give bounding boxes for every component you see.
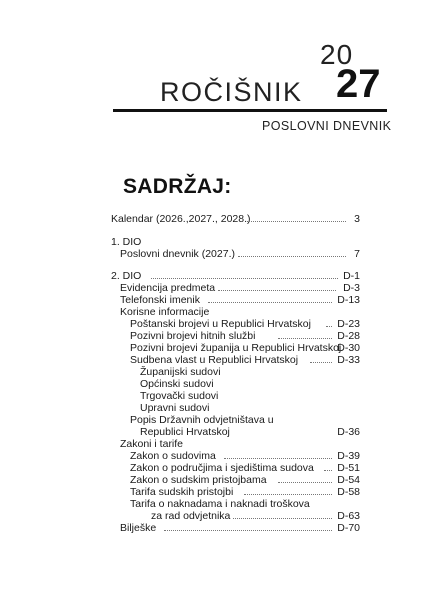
toc-entry-label: Županijski sudovi <box>140 366 221 378</box>
toc-entry-page: D-54 <box>337 474 360 486</box>
toc-entry-label: Poštanski brojevi u Republici Hrvatskoj <box>130 318 311 330</box>
dot-leader <box>278 338 332 339</box>
toc-entry-label: Popis Državnih odvjetništava u <box>130 414 274 426</box>
toc-entry-label: Zakon o sudovima <box>130 450 216 462</box>
toc-entry-label: Kalendar (2026.,2027., 2028.) <box>111 213 251 225</box>
dot-leader <box>218 290 336 291</box>
dot-leader <box>248 434 332 435</box>
toc-entry-page: D-28 <box>337 330 360 342</box>
toc-entry-label: Pozivni brojevi županija u Republici Hrvatskoj <box>130 342 342 354</box>
toc-entry-page: D-23 <box>337 318 360 330</box>
dot-leader <box>278 482 332 483</box>
toc-entry-label: Tarifa sudskih pristojbi <box>130 486 234 498</box>
toc-entry-page: 7 <box>354 248 360 260</box>
dot-leader <box>310 362 332 363</box>
toc-entry-label: Općinski sudovi <box>140 378 214 390</box>
dot-leader <box>224 458 332 459</box>
toc-entry-notes[interactable] <box>120 522 360 535</box>
toc-entry-label: Zakon o sudskim pristojbama <box>130 474 267 486</box>
toc-entry-label: Zakon o područjima i sjedištima sudova <box>130 462 314 474</box>
dot-leader <box>151 278 338 279</box>
toc-entry-page: D-51 <box>337 462 360 474</box>
toc-entry-label: Pozivni brojevi hitnih službi <box>130 330 256 342</box>
toc-entry-label: Korisne informacije <box>120 306 210 318</box>
toc-entry-page: D-63 <box>337 510 360 522</box>
toc-entry-business-diary[interactable] <box>120 248 360 261</box>
toc-entry-label: Poslovni dnevnik (2027.) <box>120 248 235 260</box>
toc-entry-page: D-33 <box>337 354 360 366</box>
toc-entry-label: Telefonski imenik <box>120 294 200 306</box>
toc-entry-page: D-39 <box>337 450 360 462</box>
dot-leader <box>164 530 332 531</box>
diary-subtitle: POSLOVNI DNEVNIK <box>262 119 392 133</box>
toc-entry-page: D-30 <box>337 342 360 354</box>
toc-entry-label: Republici Hrvatskoj <box>140 426 230 438</box>
dot-leader <box>324 470 332 471</box>
dot-leader <box>247 221 346 222</box>
toc-entry-label: Sudbena vlast u Republici Hrvatskoj <box>130 354 299 366</box>
toc-entry-calendar[interactable] <box>111 213 360 226</box>
dot-leader <box>233 518 332 519</box>
toc-entry-page: D-58 <box>337 486 360 498</box>
toc-entry-page: D-1 <box>343 270 360 282</box>
toc-entry-page: 3 <box>354 213 360 225</box>
dot-leader <box>244 494 332 495</box>
toc-entry-label: za rad odvjetnika <box>151 510 231 522</box>
diary-title: ROČIŠNIK <box>160 77 303 107</box>
toc-entry-label: Zakoni i tarife <box>120 438 184 450</box>
toc-entry-label: 1. DIO <box>111 236 142 248</box>
toc-entry-label: Tarifa o naknadama i naknadi troškova <box>130 498 310 510</box>
toc-entry-page: D-70 <box>337 522 360 534</box>
dot-leader <box>238 256 346 257</box>
toc-entry-label: Trgovački sudovi <box>140 390 219 402</box>
toc-entry-page: D-3 <box>343 282 360 294</box>
toc-entry-label: Upravni sudovi <box>140 402 210 414</box>
year-upper-digits: 20 <box>320 39 354 70</box>
toc-heading: SADRŽAJ: <box>123 175 232 198</box>
toc-entry-label: 2. DIO <box>111 270 142 282</box>
dot-leader <box>208 302 332 303</box>
toc-entry-page: D-13 <box>337 294 360 306</box>
year-lower-digits: 27 <box>336 62 381 106</box>
dot-leader <box>326 326 332 327</box>
toc-entry-page: D-36 <box>337 426 360 438</box>
toc-entry-label: Bilješke <box>120 522 157 534</box>
toc-entry-label: Evidencija predmeta <box>120 282 216 294</box>
